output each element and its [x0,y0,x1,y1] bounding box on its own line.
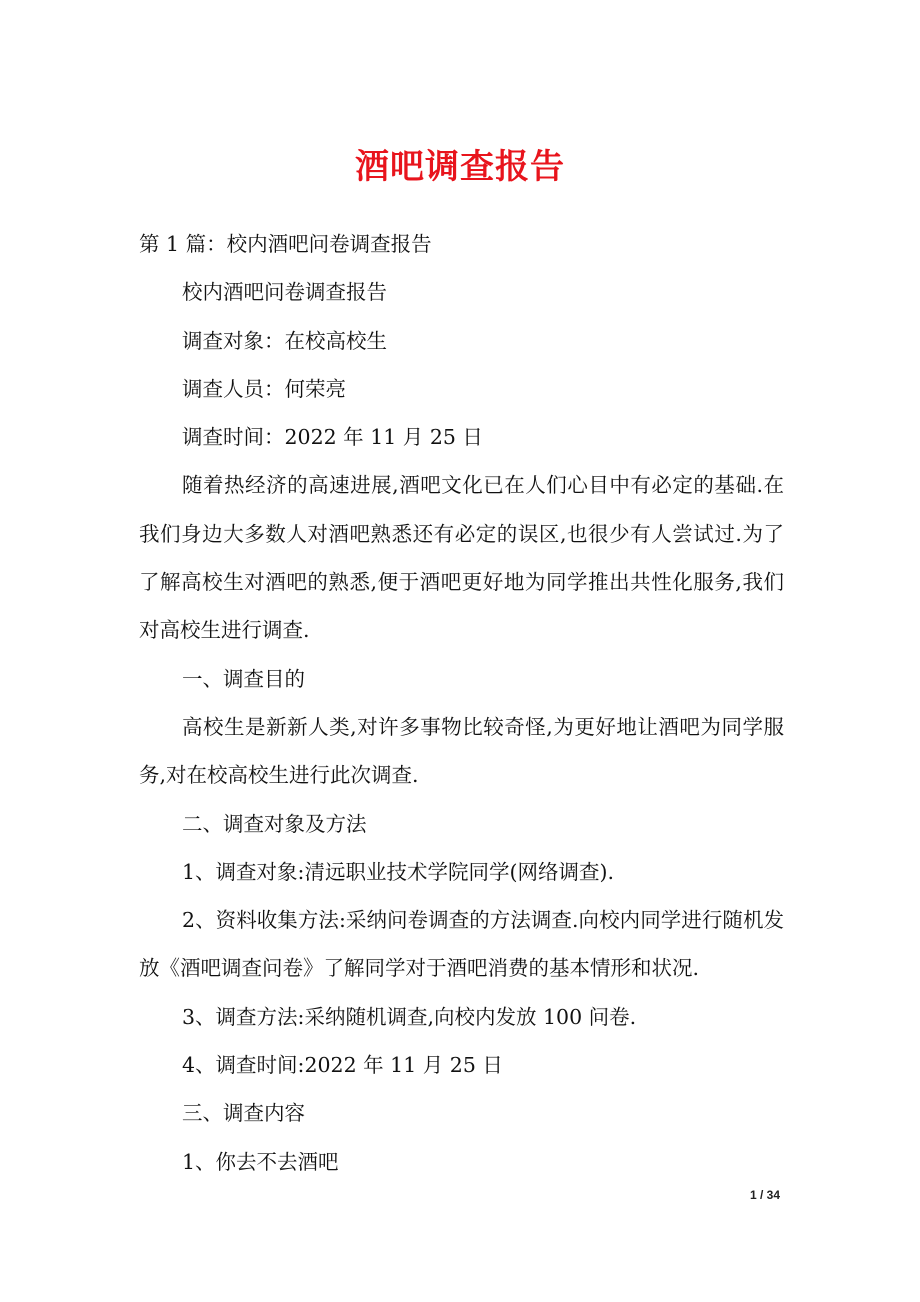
paragraph-5: 调查时间：2022 年 11 月 25 日 [182,425,483,450]
paragraph-12: 3、调查方法:采纳随机调查,向校内发放 100 问卷. [182,1004,637,1029]
page-number: 1 / 34 [749,1188,780,1202]
paragraph-11: 2、资料收集方法:采纳问卷调查的方法调查.向校内同学进行随机发放《酒吧调查问卷》了解同学对于酒吧消费的基本情形和状况. [139,908,784,981]
paragraph-7: 一、调查目的 [182,666,305,691]
paragraph-13: 4、调查时间:2022 年 11 月 25 日 [182,1053,503,1078]
paragraph-1: 第 1 篇：校内酒吧问卷调查报告 [139,232,432,256]
paragraph-15: 1、你去不去酒吧 [182,1149,339,1174]
paragraph-3: 调查对象：在校高校生 [182,328,387,353]
paragraph-6: 随着热经济的高速进展,酒吧文化已在人们心目中有必定的基础.在我们身边大多数人对酒吧熟悉还有必定的误区,也很少有人尝试过.为了了解高校生对酒吧的熟悉,便于酒吧更好地为同学推出共性化服务,我们对高校生进行调查. [139,473,784,643]
paragraph-2: 校内酒吧问卷调查报告 [182,280,387,305]
paragraph-14: 三、调查内容 [182,1101,305,1126]
paragraph-10: 1、调查对象:清远职业技术学院同学(网络调查). [182,859,614,884]
document-title: 酒吧调查报告 [355,147,565,187]
paragraph-9: 二、调查对象及方法 [182,811,367,836]
document-body [139,220,784,1186]
paragraph-8: 高校生是新新人类,对许多事物比较奇怪,为更好地让酒吧为同学服务,对在校高校生进行此次调查. [139,714,784,788]
paragraph-4: 调查人员：何荣亮 [182,376,346,401]
